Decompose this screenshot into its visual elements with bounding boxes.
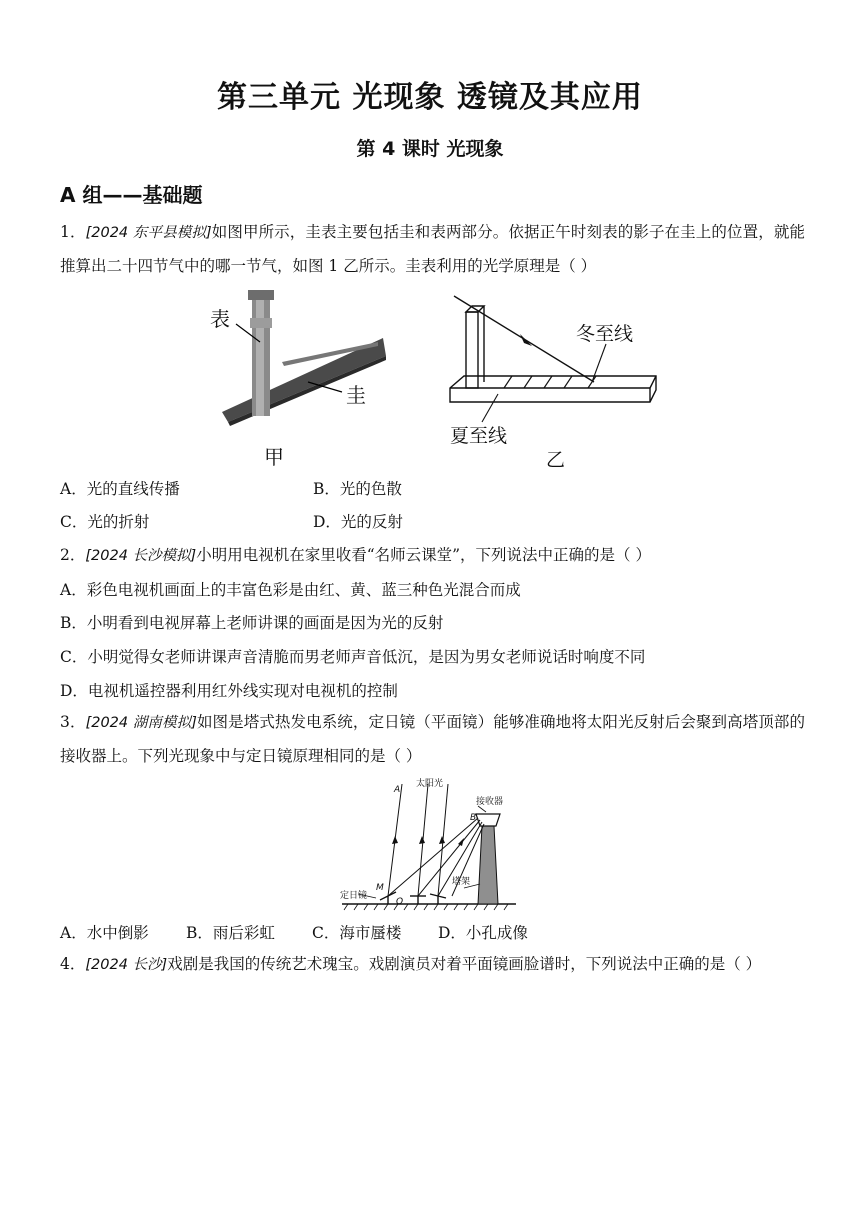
label-gui: 圭 (346, 383, 366, 407)
q1-option-a: A．光的直线传播 (60, 480, 180, 498)
label-dongzhi: 冬至线 (576, 323, 634, 345)
label-sun: 太阳光 (416, 779, 444, 789)
question-number: 2． (60, 546, 86, 564)
q2-option-a: A．彩色电视机画面上的丰富色彩是由红、黄、蓝三种色光混合而成 (60, 581, 521, 599)
question-1 (60, 216, 805, 283)
q1-option-d: D．光的反射 (313, 513, 403, 531)
label-M: M (376, 883, 384, 893)
q3-option-a: A．水中倒影 (60, 924, 149, 942)
label-yi: 乙 (546, 449, 566, 471)
question-text: 如图是塔式热发电系统，定日镜（平面镜）能够准确地将太阳光反射后会聚到高塔顶部的接收器上。下列光现象中与定日镜原理相同的是（ ） (60, 713, 805, 765)
q1-option-c: C．光的折射 (60, 513, 150, 531)
question-number: 3． (60, 713, 86, 731)
q2-option-c: C．小明觉得女老师讲课声音清脆而男老师声音低沉，是因为男女老师说话时响度不同 (60, 648, 646, 666)
lesson-subtitle: 第 4 课时 光现象 (356, 138, 504, 160)
figure-solar-tower (340, 776, 520, 914)
label-tower: 塔架 (452, 877, 471, 887)
label-A: A (394, 785, 401, 795)
question-2 (60, 539, 805, 573)
question-number: 1． (60, 223, 86, 241)
label-O: O (396, 897, 404, 907)
question-source: [2024 长沙] (85, 957, 168, 973)
figure-guibiao-photo (200, 284, 400, 470)
question-source: [2024 湖南模拟] (85, 715, 197, 731)
label-B: B (470, 813, 477, 823)
group-heading: A 组——基础题 (60, 183, 203, 207)
q1-option-b: B．光的色散 (313, 480, 402, 498)
question-source: [2024 长沙模拟] (85, 548, 197, 564)
question-4 (60, 948, 805, 982)
q3-option-d: D．小孔成像 (438, 924, 528, 942)
q3-option-b: B．雨后彩虹 (186, 924, 275, 942)
label-jia: 甲 (264, 445, 284, 469)
label-mirror: 定日镜 (340, 891, 368, 901)
question-number: 4． (60, 955, 86, 973)
q2-option-d: D．电视机遥控器利用红外线实现对电视机的控制 (60, 682, 398, 700)
question-text: 如图甲所示，圭表主要包括圭和表两部分。依据正午时刻表的影子在圭上的位置，就能推算出二十四节气中的哪一节气，如图 1 乙所示。圭表利用的光学原理是（ ） (60, 223, 805, 275)
page-title: 第三单元 光现象 透镜及其应用 (217, 80, 643, 115)
label-receiver: 接收器 (476, 797, 504, 807)
figure-guibiao-diagram (440, 290, 670, 472)
question-text: 小明用电视机在家里收看“名师云课堂”，下列说法中正确的是（ ） (196, 546, 651, 564)
question-source: [2024 东平县模拟] (85, 225, 212, 241)
question-text: 戏剧是我国的传统艺术瑰宝。戏剧演员对着平面镜画脸谱时，下列说法中正确的是（ ） (167, 955, 762, 973)
q2-option-b: B．小明看到电视屏幕上老师讲课的画面是因为光的反射 (60, 614, 444, 632)
label-biao: 表 (210, 307, 230, 331)
label-xiazhi: 夏至线 (450, 425, 508, 447)
q3-option-c: C．海市蜃楼 (312, 924, 402, 942)
question-3 (60, 706, 805, 773)
